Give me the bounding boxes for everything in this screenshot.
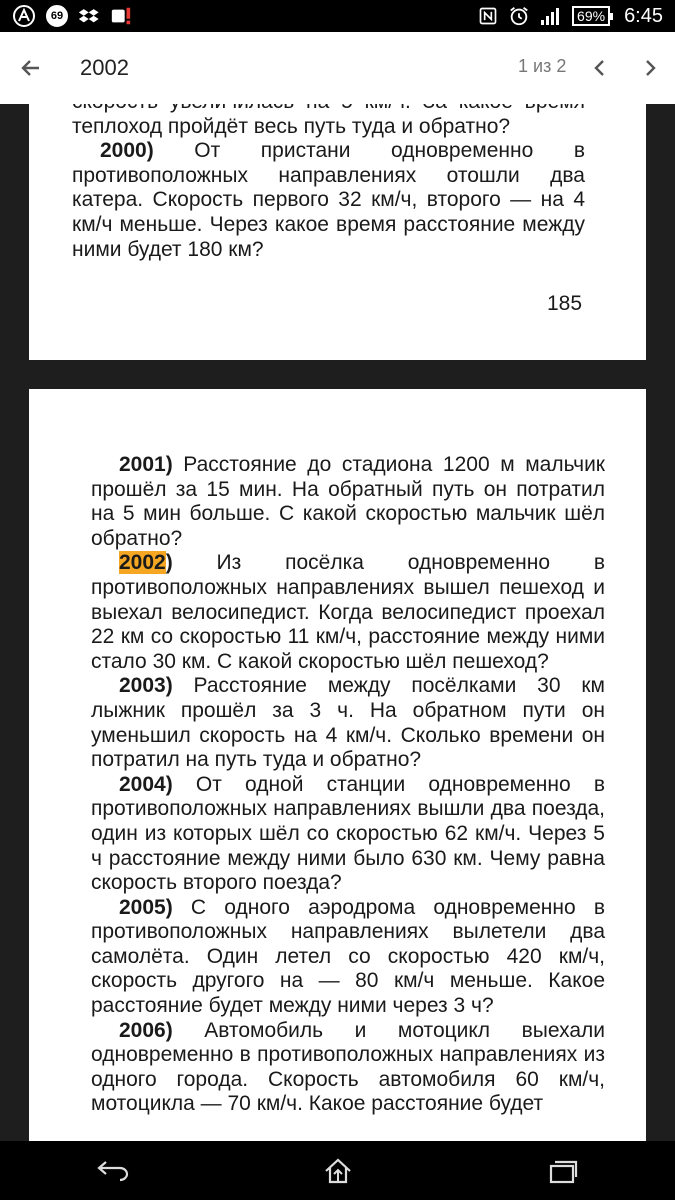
chevron-right-icon [640, 58, 660, 78]
nfc-icon [478, 6, 498, 26]
problem-text: Из посёлка одновременно в противоположных направлениях вышел пешеход и выехал велосипедист. Когда велосипедист проехал 22 км со скоростью 11 км/ч, расстояние между ними стало 30 км. С какой скоростью шёл пешеход? [91, 551, 605, 673]
problem-text: От пристани одновременно в противоположных направлениях отошли два катера. Скорость первого 32 км/ч, второго — на 4 км/ч меньше. Через какое время расстояние между ними будет 180 км? [72, 139, 585, 261]
nav-recents-button[interactable] [533, 1141, 593, 1200]
problem-number: 2006) [119, 1018, 173, 1042]
nav-home-button[interactable] [308, 1141, 368, 1200]
problem-text: теплоход пройдёт весь путь туда и обратно? [72, 114, 511, 138]
problem-text: От одной станции одновременно в противоположных направлениях вышли два поезда, один из которых шёл со скоростью 62 км/ч. Через 5 ч расстояние между ними было 630 км. Чему равна скорость второго поезда? [91, 772, 605, 895]
status-bar [0, 0, 675, 32]
problem-number: 2001) [119, 453, 173, 476]
problem-2000 [72, 139, 585, 262]
document-page-1[interactable] [29, 104, 646, 360]
status-left [12, 4, 132, 28]
problem-2004 [91, 773, 605, 896]
chevron-left-icon [590, 58, 610, 78]
page-number: 185 [547, 292, 583, 315]
problem-number: 2000) [100, 139, 154, 163]
status-right [478, 5, 663, 28]
page-2-content [91, 453, 605, 1117]
problem-2002 [91, 551, 605, 674]
system-nav-bar [0, 1141, 675, 1200]
nav-back-icon [96, 1160, 130, 1182]
page-1-content [72, 90, 585, 262]
problem-2003 [91, 674, 605, 772]
previous-page-button[interactable] [582, 50, 618, 86]
problem-text: Расстояние до стадиона 1200 м мальчик прошёл за 15 мин. На обратный путь он потратил на 5 мин больше. С какой скоростью мальчик шёл обратно? [91, 453, 605, 550]
problem-2001 [91, 453, 605, 551]
back-button[interactable] [0, 32, 62, 104]
problem-text: Автомобиль и мотоцикл выехали одновременно в противоположных направлениях из одного города. Скорость автомобиля 60 км/ч, мотоцикла — 70 км/ч. Какое расстояние будет [91, 1018, 605, 1116]
problem-number: 2004) [119, 772, 173, 796]
problem-2006 [91, 1019, 605, 1117]
document-page-2[interactable] [29, 389, 646, 1141]
search-highlight: 2002 [119, 551, 166, 575]
nav-back-button[interactable] [83, 1141, 143, 1200]
arrow-left-icon [19, 56, 43, 80]
notification-count-badge: 69 [46, 5, 68, 27]
dropbox-icon [78, 5, 100, 27]
signal-icon [540, 6, 562, 26]
alert-icon [110, 5, 132, 27]
page-indicator: 1 из 2 [518, 56, 567, 76]
problem-number: 2005) [119, 895, 173, 919]
problem-2005 [91, 896, 605, 1019]
nav-home-icon [323, 1157, 353, 1185]
clock: 6:45 [624, 4, 663, 27]
app-bar [0, 32, 675, 104]
nav-recents-icon [548, 1158, 578, 1184]
document-title: 2002 [80, 55, 129, 80]
problem-number: 2002) [119, 551, 173, 575]
assistant-icon [12, 4, 36, 28]
next-page-button[interactable] [632, 50, 668, 86]
alarm-icon [508, 5, 530, 27]
problem-text: С одного аэродрома одновременно в противоположных направлениях вылетели два самолёта. Один летел со скоростью 420 км/ч, скорость другого на — 80 км/ч меньше. Какое расстояние будет между ними через 3 ч? [91, 895, 605, 1018]
battery-indicator: 69% [572, 6, 610, 26]
problem-text: Расстояние между посёлками 30 км лыжник прошёл за 3 ч. На обратном пути он уменьшил скорость на 4 км/ч. Сколько времени он потратил на путь туда и обратно? [91, 674, 605, 772]
problem-number: 2003) [119, 674, 173, 698]
